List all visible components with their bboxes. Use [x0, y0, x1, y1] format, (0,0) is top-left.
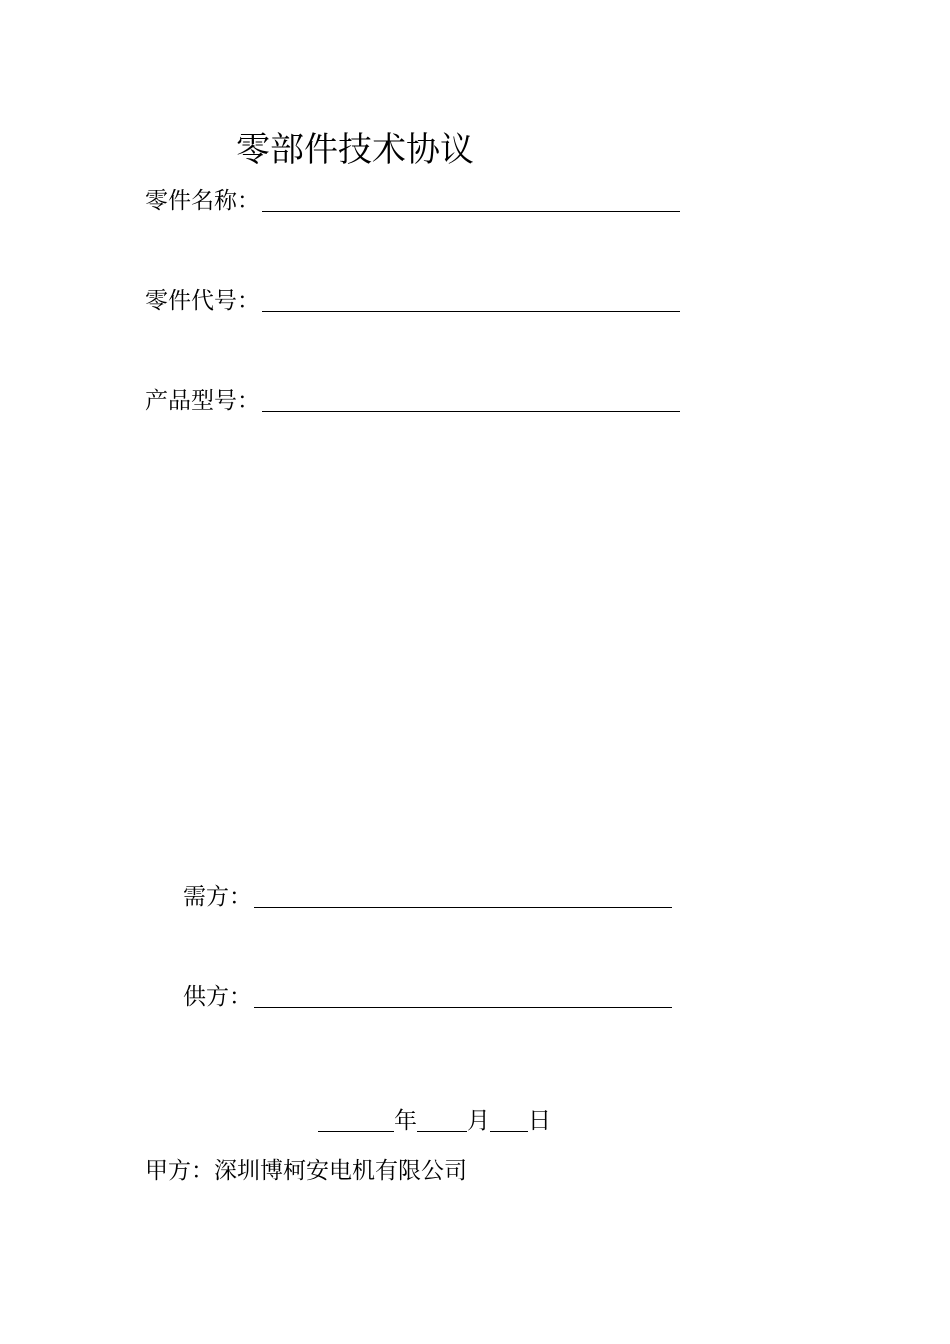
product-model-blank[interactable] [262, 385, 680, 412]
part-code-label: 零件代号： [145, 288, 260, 314]
party-a-line: 甲方：深圳博柯安电机有限公司 [145, 1158, 467, 1184]
part-code-blank[interactable] [262, 285, 680, 312]
document-title: 零部件技术协议 [236, 130, 474, 170]
part-name-blank[interactable] [262, 185, 680, 212]
supplier-label: 供方： [183, 984, 252, 1010]
signing-date [318, 1100, 551, 1136]
buyer-label: 需方： [183, 884, 252, 910]
part-code-field [145, 280, 680, 316]
date-year-blank[interactable] [318, 1105, 394, 1132]
part-name-label: 零件名称： [145, 188, 260, 214]
product-model-label: 产品型号： [145, 388, 260, 414]
part-name-field [145, 180, 680, 216]
buyer-field [183, 876, 672, 912]
supplier-field [183, 976, 672, 1012]
supplier-blank[interactable] [254, 981, 672, 1008]
date-day-label: 日 [528, 1108, 551, 1134]
product-model-field [145, 380, 680, 416]
buyer-blank[interactable] [254, 881, 672, 908]
date-month-label: 月 [467, 1108, 490, 1134]
date-year-label: 年 [394, 1108, 417, 1134]
date-day-blank[interactable] [490, 1105, 528, 1132]
date-month-blank[interactable] [417, 1105, 467, 1132]
